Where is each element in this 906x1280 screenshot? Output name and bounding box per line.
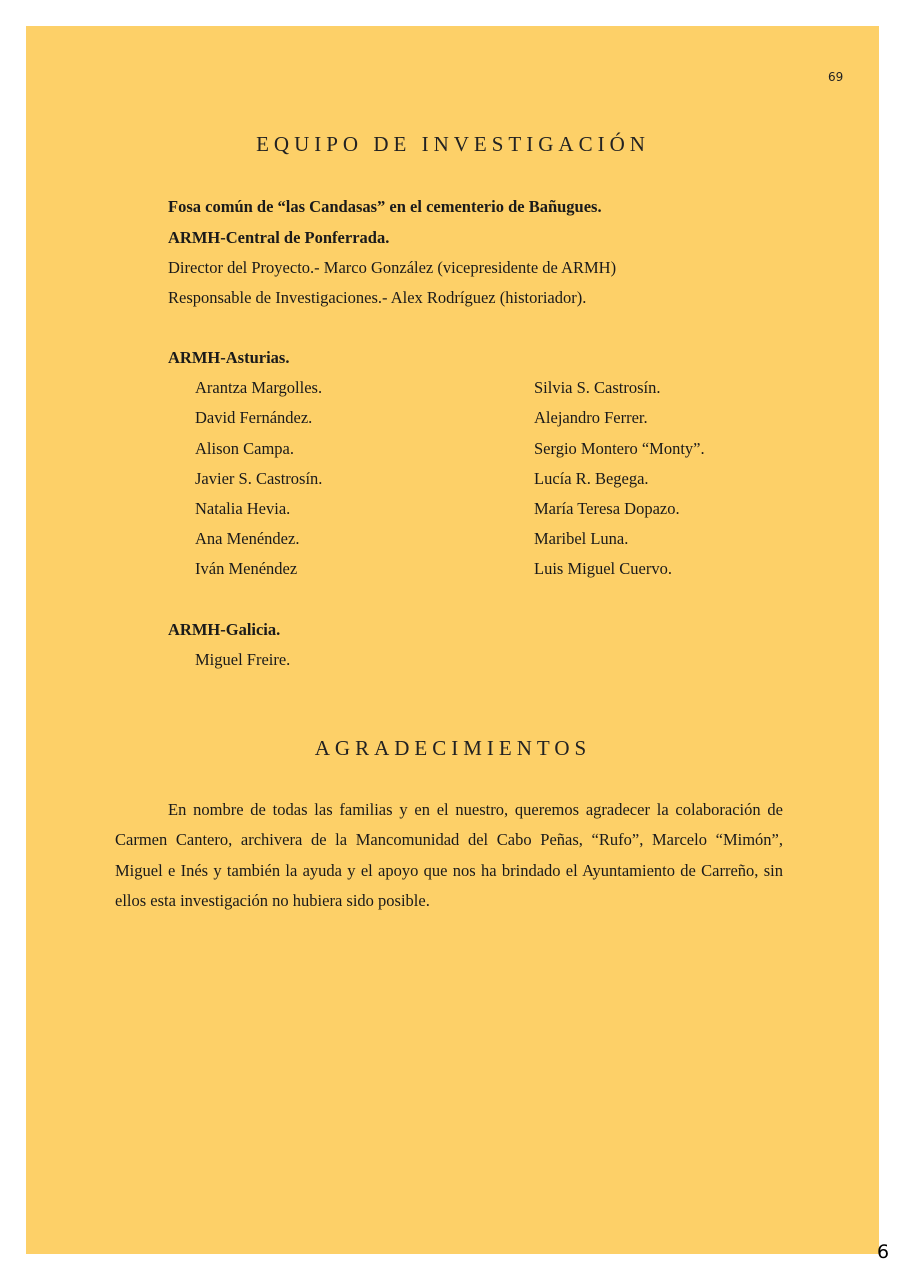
asturias-member: Sergio Montero “Monty”. [534, 439, 705, 458]
researcher-line: Responsable de Investigaciones.- Alex Rodríguez (historiador). [168, 288, 587, 307]
galicia-member: Miguel Freire. [195, 650, 291, 669]
asturias-member: Arantza Margolles. [195, 378, 323, 397]
asturias-member: David Fernández. [195, 408, 313, 427]
asturias-member: Alison Campa. [195, 439, 294, 458]
asturias-member: Maribel Luna. [534, 529, 629, 548]
asturias-member: Iván Menéndez [195, 559, 298, 578]
asturias-label: ARMH-Asturias. [168, 348, 290, 367]
asturias-member: Javier S. Castrosín. [195, 469, 323, 488]
asturias-member: Natalia Hevia. [195, 499, 291, 518]
thanks-heading: AGRADECIMIENTOS [314, 736, 592, 760]
director-line: Director del Proyecto.- Marco González (vicepresidente de ARMH) [168, 258, 617, 277]
asturias-member: Lucía R. Begega. [534, 469, 649, 488]
team-heading: EQUIPO DE INVESTIGACIÓN [256, 132, 650, 156]
corner-number: 6 [877, 1241, 890, 1263]
galicia-label: ARMH-Galicia. [168, 620, 281, 639]
central-group-label: ARMH-Central de Ponferrada. [168, 228, 390, 247]
asturias-member: Silvia S. Castrosín. [534, 378, 661, 397]
thanks-paragraph: En nombre de todas las familias y en el nuestro, queremos agradecer la colaboración de Carmen Cantero, archivera de la Mancomunidad del Cabo Peñas, “Rufo”, Marcelo “Mimón”, Miguel e Inés y también la ayuda y el apoyo que nos ha brindado el Ayuntamiento de Carreño, sin ellos esta investigación no hubiera sido posible. [115, 800, 783, 910]
project-title: Fosa común de “las Candasas” en el cementerio de Bañugues. [168, 197, 602, 216]
asturias-member: Alejandro Ferrer. [534, 408, 648, 427]
asturias-member: Ana Menéndez. [195, 529, 300, 548]
asturias-member: María Teresa Dopazo. [534, 499, 680, 518]
page-number: 69 [828, 70, 844, 84]
asturias-member: Luis Miguel Cuervo. [534, 559, 672, 578]
